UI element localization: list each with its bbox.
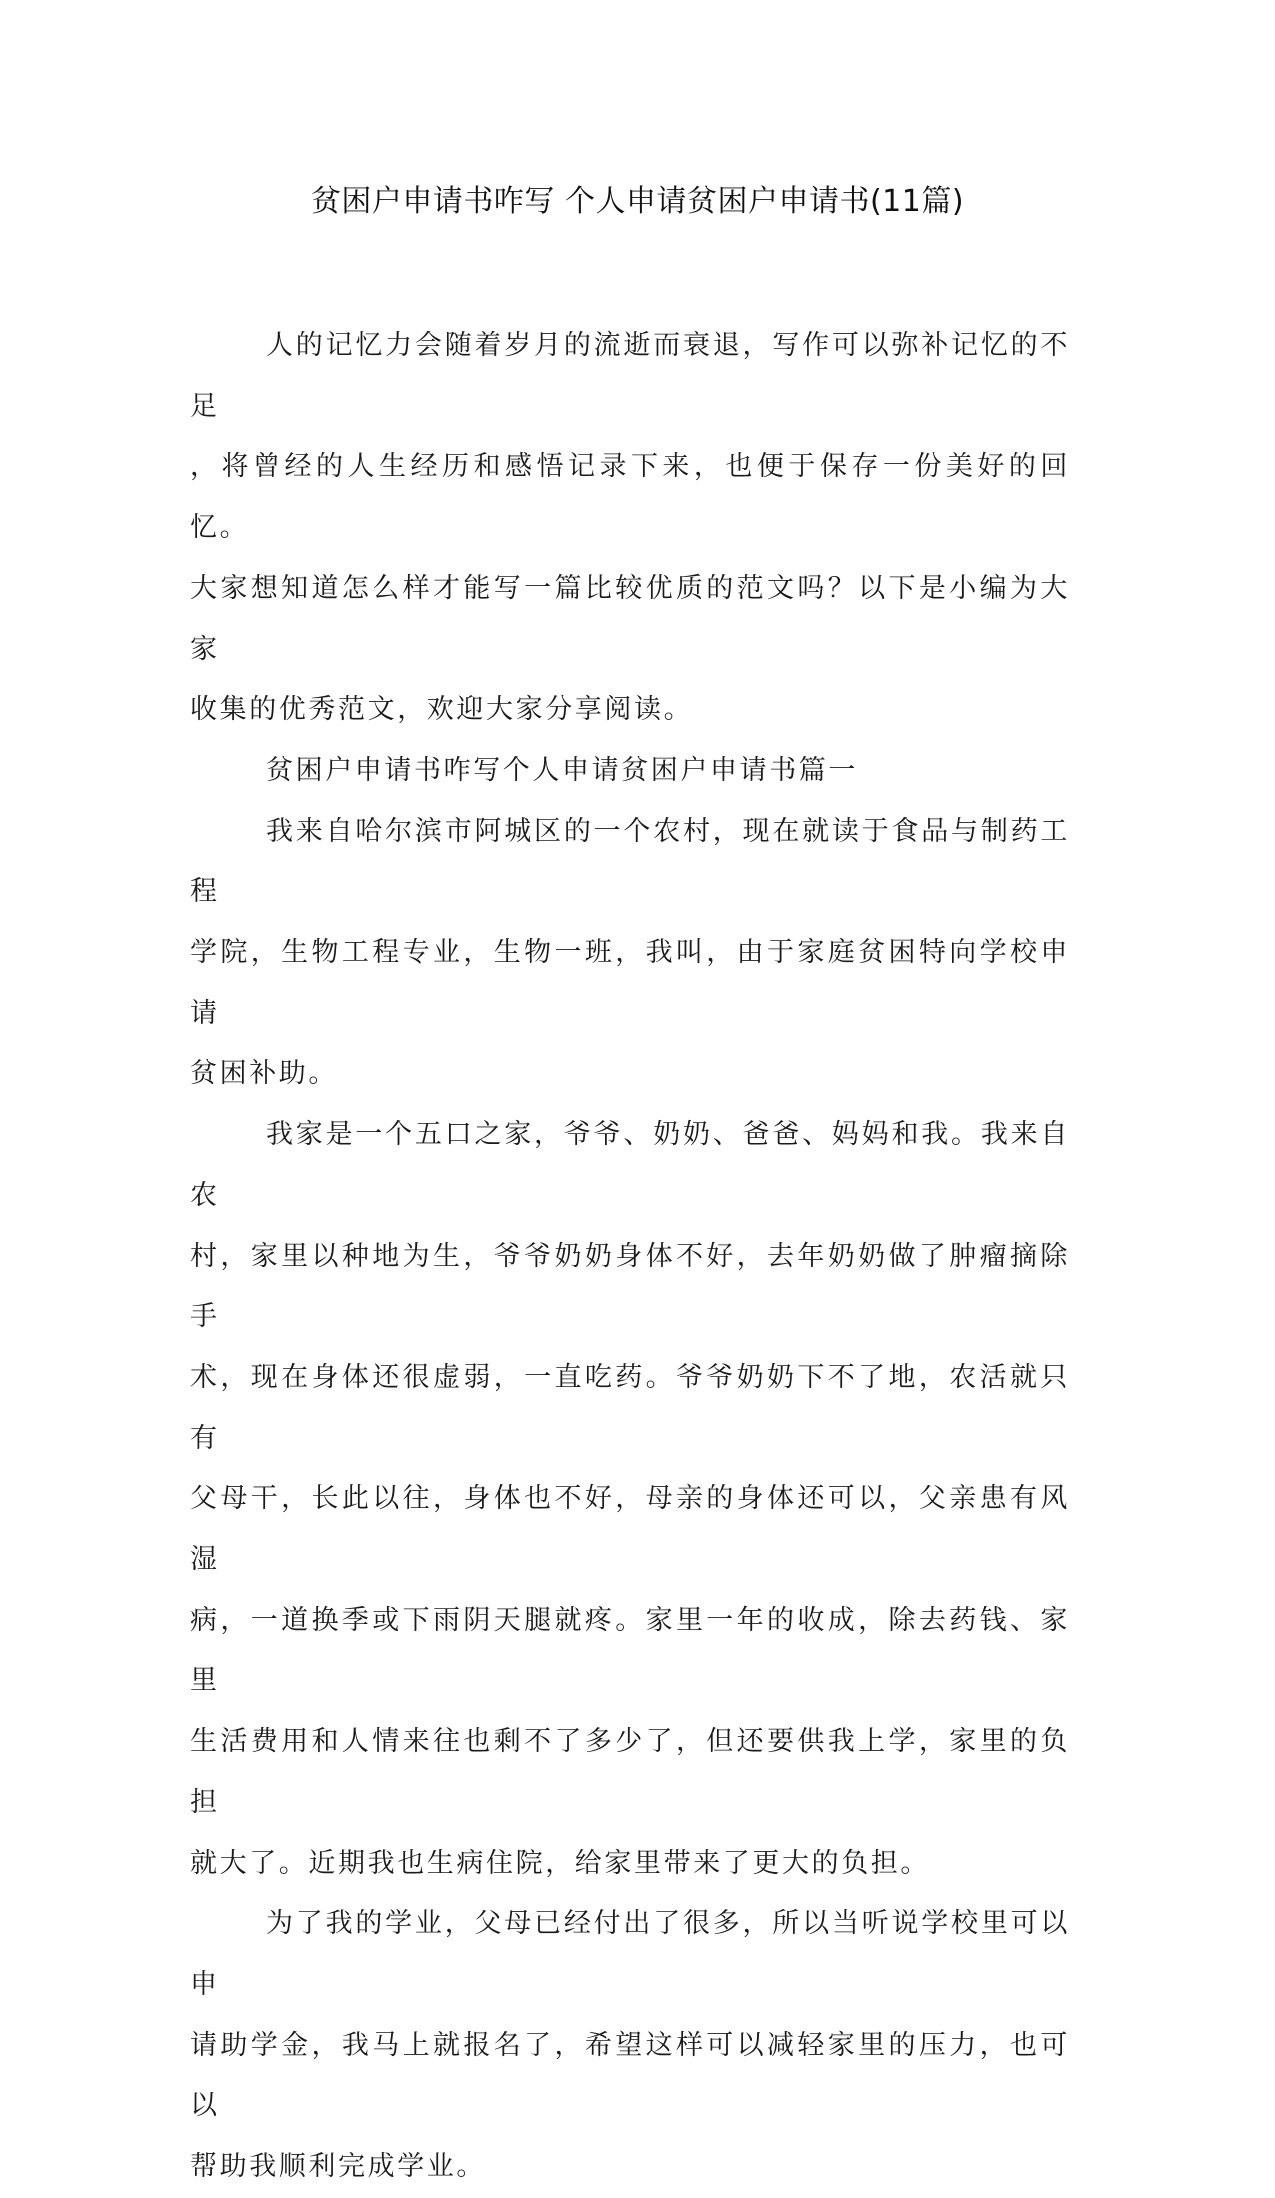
paragraph-line: 村，家里以种地为生，爷爷奶奶身体不好，去年奶奶做了肿瘤摘除手 (190, 1240, 1070, 1333)
paragraph-line: 为了我的学业，父母已经付出了很多，所以当听说学校里可以申 (190, 1908, 1070, 2000)
paragraph-line: ，将曾经的人生经历和感悟记录下来，也便于保存一份美好的回忆。 (190, 451, 1070, 544)
section-heading-text: 贫困户申请书咋写个人申请贫困户申请书篇一 (266, 754, 858, 786)
paragraph-line: 父母干，长此以往，身体也不好，母亲的身体还可以，父亲患有风湿 (190, 1483, 1070, 1576)
section-heading (190, 741, 1070, 802)
paragraph-line: 就大了。近期我也生病住院，给家里带来了更大的负担。 (190, 1847, 930, 1879)
paragraph-line: 我来自哈尔滨市阿城区的一个农村，现在就读于食品与制药工程 (190, 815, 1070, 908)
paragraph-line: 病，一道换季或下雨阴天腿就疼。家里一年的收成，除去药钱、家里 (190, 1604, 1070, 1697)
intro-paragraph (190, 316, 1070, 741)
paragraph-line: 术，现在身体还很虚弱，一直吃药。爷爷奶奶下不了地，农活就只有 (190, 1361, 1070, 1454)
paragraph-line: 贫困补助。 (190, 1058, 338, 1090)
document-title: 贫困户申请书咋写 个人申请贫困户申请书(11篇) (310, 184, 965, 219)
document-body (190, 316, 1070, 2198)
paragraph-line: 我家是一个五口之家，爷爷、奶奶、爸爸、妈妈和我。我来自农 (190, 1119, 1070, 1211)
paragraph-line: 大家想知道怎么样才能写一篇比较优质的范文吗？以下是小编为大家 (190, 572, 1070, 665)
paragraph-line: 收集的优秀范文，欢迎大家分享阅读。 (190, 694, 694, 726)
paragraph-line: 学院，生物工程专业，生物一班，我叫，由于家庭贫困特向学校申请 (190, 937, 1070, 1029)
paragraph-line: 生活费用和人情来往也剩不了多少了，但还要供我上学，家里的负担 (190, 1726, 1070, 1818)
body-paragraph (190, 1105, 1070, 1894)
paragraph-line: 人的记忆力会随着岁月的流逝而衰退，写作可以弥补记忆的不足 (190, 330, 1070, 422)
body-paragraph (190, 802, 1070, 1106)
paragraph-line: 请助学金，我马上就报名了，希望这样可以减轻家里的压力，也可以 (190, 2029, 1070, 2122)
body-paragraph (190, 1894, 1070, 2198)
paragraph-line: 帮助我顺利完成学业。 (190, 2151, 486, 2183)
